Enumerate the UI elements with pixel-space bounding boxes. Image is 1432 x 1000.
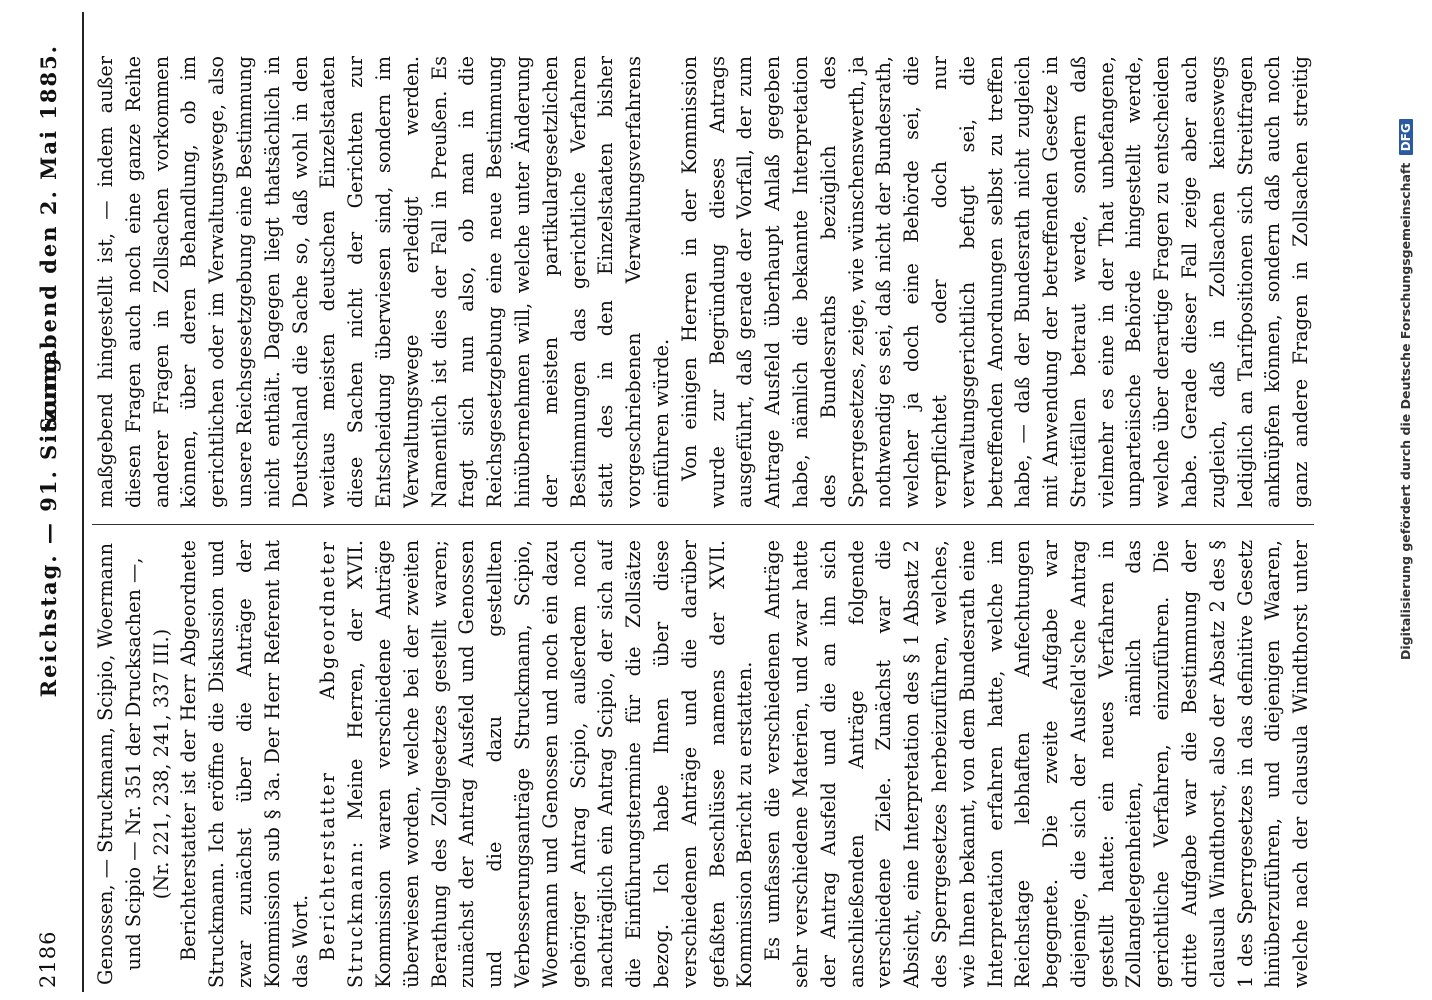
header-rule — [82, 12, 84, 992]
running-title: Reichstag. — 91. Sitzung. — [36, 346, 61, 698]
paragraph — [175, 540, 314, 988]
paragraph-text: Genossen, — Struckmann, Scipio, Woermann und Scipio — Nr. 351 der Drucksachen —, (Nr. 221, 238, 241, 337 III.) — [94, 543, 173, 985]
paragraph — [92, 540, 175, 988]
right-column — [92, 56, 1318, 508]
paragraph-text: Berichterstatter ist der Herr Abgeordnete Struckmann. Ich eröffne die Diskussion und zwar zunächst über die Anträge der Kommission sub § 3a. Der Herr Referent hat das Wort. — [177, 540, 312, 988]
page-number: 2186 — [36, 930, 60, 988]
digitization-credit — [1398, 119, 1413, 660]
column-divider — [92, 524, 1314, 525]
paragraph — [92, 56, 676, 508]
page-header — [0, 0, 86, 1000]
session-date: Sonnabend den 2. Mai 1885. — [36, 44, 61, 433]
left-column — [92, 540, 1318, 988]
dfg-logo: DFG — [1399, 119, 1413, 155]
paragraph-text: maßgebend hingestellt ist, — indem außer diesen Fragen auch noch eine ganze Reihe anderer Fragen in Zollsachen vorkommen können, über deren Behandlung, ob im gerichtlichen oder im Verwaltungswege, also unsere Reichsgesetzgebung eine Bestimmung nicht enthält. Dagegen liegt thatsächlich in Deutschland die Sache so, daß wohl in den weitaus meisten deutschen Einzelstaaten diese Sachen nicht der Gerichten zur Entscheidung überwiesen sind, sondern im Verwaltungswege erledigt werden. Namentlich ist dies der Fall in Preußen. Es fragt sich nun also, ob man in die Reichsgesetzgebung eine neue Bestimmung hinübernehmen will, welche unter Änderung der meisten partikulargesetzlichen Bestimmungen das gerichtliche Verfahren statt des in den Einzelstaaten bisher vorgeschriebenen Verwaltungsverfahrens einführen würde. — [94, 56, 673, 508]
paragraph — [676, 56, 1318, 508]
digitization-credit-text: Digitalisierung gefördert durch die Deutsche Forschungsgemeinschaft — [1398, 162, 1413, 660]
paragraph — [314, 540, 759, 988]
speaker-name: Berichterstatter Abgeordneter Struckmann: — [316, 540, 368, 988]
paragraph-text: Es umfassen die verschiedenen Anträge sehr verschiedene Materien, und zwar hatte der Antrag Ausfeld und die an ihn sich anschließenden Anträge folgende verschiedene Ziele. Zunächst war die Absicht, eine Interpretation des § 1 Absatz 2 des Sperrgesetzes herbeizuführen, welches, wie Ihnen bekannt, von dem Bundesrath eine Interpretation erfahren hatte, welche im Reichstage lebhaften Anfechtungen begegnete. Die zweite Aufgabe war diejenige, die sich der Ausfeld'sche Antrag gestellt hatte: ein neues Verfahren in Zollangelegenheiten, nämlich das gerichtliche Verfahren, einzuführen. Die dritte Aufgabe war die Bestimmung der clausula Windthorst, also der Absatz 2 des § 1 des Sperrgesetzes in das definitive Gesetz hinüberzuführen, und diejenigen Waaren, welche nach der clausula Windthorst unter — [761, 540, 1313, 988]
paragraph-text: Von einigen Herren in der Kommission wurde zur Begründung dieses Antrags ausgeführt, daß gerade der Vorfall, der zum Antrage Ausfeld überhaupt Anlaß gegeben habe, nämlich die bekannte Interpretation des Bundesraths bezüglich des Sperrgesetzes, zeige, wie wünschenswerth, ja nothwendig es sei, daß nicht der Bundesrath, welcher ja doch eine Behörde sei, die verpflichtet oder doch nur verwaltungsgerichtlich befugt sei, die betreffenden Anordnungen selbst zu treffen habe, — daß der Bundesrath nicht zugleich mit Anwendung der betreffenden Gesetze in Streitfällen betraut werde, sondern daß vielmehr es eine in der That unbefangene, unparteiische Behörde hingestellt werde, welche über derartige Fragen zu entscheiden habe. Gerade dieser Fall zeige aber auch zugleich, daß in Zollsachen keineswegs lediglich an Tarifpositionen sich Streitfragen anknüpfen können, sondern daß auch noch ganz andere Fragen in Zollsachen streitig — [677, 56, 1313, 508]
paragraph — [759, 540, 1318, 988]
paragraph-text: Meine Herren, der XVII. Kommission waren verschiedene Anträge überwiesen worden, welche bei der zweiten Berathung des Zollgesetzes gestellt waren; zunächst der Antrag Ausfeld und Genossen und die dazu gestellten Verbesserungsanträge Struckmann, Scipio, Woermann und Genossen und noch ein dazu gehöriger Antrag Scipio, außerdem noch nachträglich ein Antrag Scipio, der sich auf die Einführungstermine für die Zollsätze bezog. Ich habe Ihnen über diese verschiedenen Anträge und die darüber gefaßten Beschlüsse namens der XVII. Kommission Bericht zu erstatten. — [344, 540, 757, 988]
